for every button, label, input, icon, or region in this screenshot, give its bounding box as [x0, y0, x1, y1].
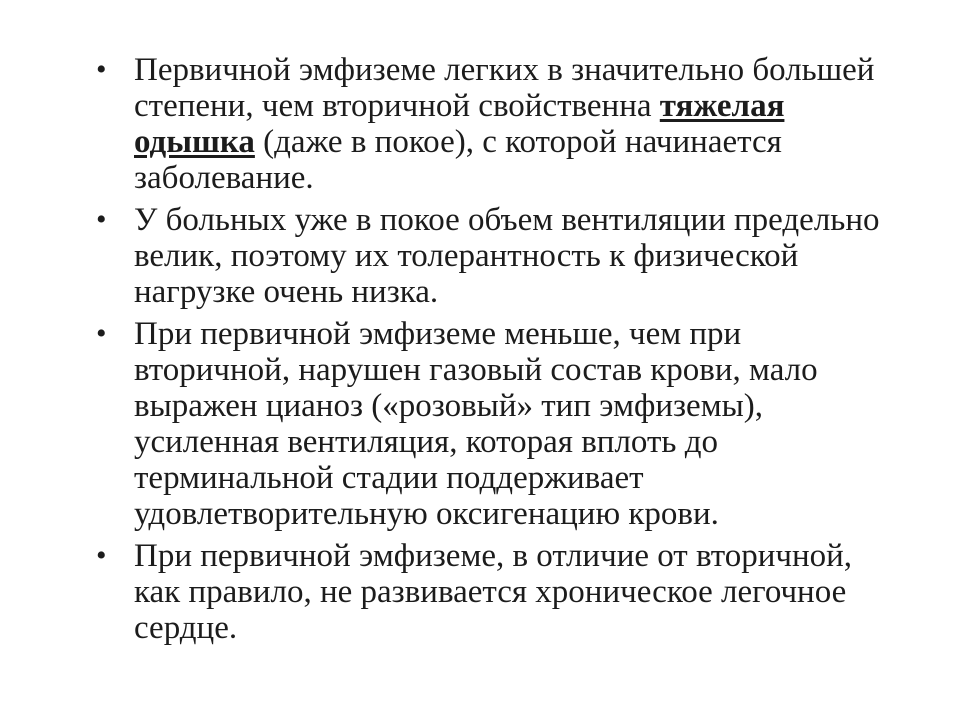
bullet-marker: •: [96, 53, 107, 86]
bullet-item-2: [96, 202, 896, 310]
bullet-text: При первичной эмфиземе, в отличие от вторичной, как правило, не развивается хроническое легочное сердце.: [134, 538, 853, 646]
bullet-text: При первичной эмфиземе меньше, чем при вторичной, нарушен газовый состав крови, мало выражен цианоз («розовый» тип эмфиземы), усиленная вентиляция, которая вплоть до терминальной стадии поддерживает удовлетворительную оксигенацию крови.: [134, 316, 818, 532]
bullet-text: У больных уже в покое объем вентиляции предельно велик, поэтому их толерантность к физической нагрузке очень низка.: [134, 202, 880, 310]
bullet-item-1: [96, 52, 896, 196]
bullet-text-after: (даже в покое), с которой начинается заболевание.: [134, 124, 782, 196]
bullet-marker: •: [96, 539, 107, 572]
bullet-list: [96, 52, 896, 652]
emphasis-text: тяжелая одышка: [134, 88, 785, 160]
bullet-text-before: Первичной эмфиземе легких в значительно большей степени, чем вторичной свойственна: [134, 52, 875, 124]
bullet-marker: •: [96, 317, 107, 350]
bullet-item-4: [96, 538, 896, 646]
bullet-item-3: [96, 316, 896, 532]
bullet-marker: •: [96, 203, 107, 236]
